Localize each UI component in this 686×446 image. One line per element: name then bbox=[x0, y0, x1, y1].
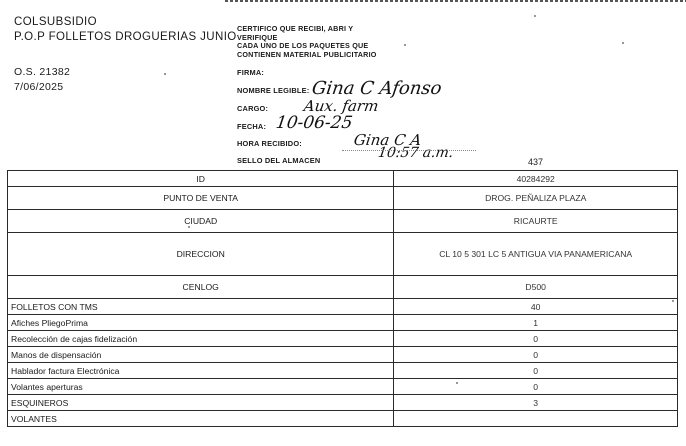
certificate-text bbox=[237, 25, 377, 59]
certificate-line: CONTIENEN MATERIAL PUBLICITARIO bbox=[237, 49, 377, 59]
document-subtitle: P.O.P FOLLETOS DROGUERIAS JUNIO bbox=[14, 31, 237, 43]
scan-speck bbox=[188, 226, 190, 228]
certificate-line: CADA UNO DE LOS PAQUETES QUE bbox=[237, 41, 369, 51]
order-number: O.S. 21382 bbox=[14, 66, 71, 78]
info-label: CIUDAD bbox=[8, 210, 394, 233]
delivery-table bbox=[7, 170, 678, 427]
item-name: Manos de dispensación bbox=[8, 347, 394, 363]
info-label: DIRECCION bbox=[8, 233, 394, 276]
item-qty: 3 bbox=[394, 395, 678, 411]
handwritten-time: 10:57 a.m. bbox=[376, 145, 455, 161]
item-name: FOLLETOS CON TMS bbox=[8, 299, 394, 315]
item-row bbox=[8, 379, 678, 395]
nombre-label: NOMBRE LEGIBLE: bbox=[237, 86, 310, 95]
info-row-id bbox=[8, 171, 678, 187]
scan-speck bbox=[622, 42, 624, 44]
info-value: CL 10 5 301 LC 5 ANTIGUA VIA PANAMERICANA bbox=[394, 233, 678, 276]
hora-label: HORA RECIBIDO: bbox=[237, 139, 302, 148]
info-value: D500 bbox=[394, 276, 678, 299]
info-label: ID bbox=[8, 171, 394, 187]
document-count: 437 bbox=[528, 157, 544, 167]
item-qty bbox=[394, 411, 678, 427]
info-value: RICAURTE bbox=[394, 210, 678, 233]
info-row-cenlog bbox=[8, 276, 678, 299]
item-name: ESQUINEROS bbox=[8, 395, 394, 411]
scan-speck bbox=[164, 73, 166, 75]
item-row bbox=[8, 299, 678, 315]
scan-speck bbox=[404, 44, 406, 46]
item-row bbox=[8, 347, 678, 363]
firma-label: FIRMA: bbox=[237, 68, 265, 77]
scan-speck bbox=[672, 300, 674, 302]
cargo-label: CARGO: bbox=[237, 104, 269, 113]
item-row bbox=[8, 331, 678, 347]
certificate-line: CERTIFICO QUE RECIBI, ABRI Y bbox=[237, 24, 354, 33]
company-name: COLSUBSIDIO bbox=[14, 16, 98, 28]
item-qty: 0 bbox=[394, 347, 678, 363]
info-value: DROG. PEÑALIZA PLAZA bbox=[394, 187, 678, 210]
handwritten-signature: Gina C A bbox=[352, 131, 423, 149]
fecha-label: FECHA: bbox=[237, 122, 267, 131]
item-name: Hablador factura Electrónica bbox=[8, 363, 394, 379]
sello-label: SELLO DEL ALMACEN bbox=[237, 156, 321, 165]
item-name: VOLANTES bbox=[8, 411, 394, 427]
item-row bbox=[8, 363, 678, 379]
info-value: 40284292 bbox=[394, 171, 678, 187]
handwritten-date: 10-06-25 bbox=[274, 113, 354, 133]
item-qty: 0 bbox=[394, 331, 678, 347]
item-qty: 1 bbox=[394, 315, 678, 331]
info-row-point-of-sale bbox=[8, 187, 678, 210]
item-qty: 0 bbox=[394, 379, 678, 395]
stamp-area bbox=[342, 150, 476, 161]
handwritten-name: Gina C Afonso bbox=[310, 78, 444, 99]
info-label: PUNTO DE VENTA bbox=[8, 187, 394, 210]
item-name: Volantes aperturas bbox=[8, 379, 394, 395]
item-row bbox=[8, 411, 678, 427]
item-row bbox=[8, 395, 678, 411]
item-row bbox=[8, 315, 678, 331]
item-name: Afiches PliegoPrima bbox=[8, 315, 394, 331]
certificate-line: VERIFIQUE bbox=[237, 32, 278, 42]
handwritten-cargo: Aux. farm bbox=[302, 97, 380, 115]
scan-speck bbox=[534, 15, 536, 17]
item-qty: 40 bbox=[394, 299, 678, 315]
info-row-address bbox=[8, 233, 678, 276]
document-date: 7/06/2025 bbox=[14, 81, 64, 93]
scan-speck bbox=[456, 382, 458, 384]
item-qty: 0 bbox=[394, 363, 678, 379]
info-label: CENLOG bbox=[8, 276, 394, 299]
info-row-city bbox=[8, 210, 678, 233]
scan-edge bbox=[225, 0, 686, 2]
item-name: Recolección de cajas fidelización bbox=[8, 331, 394, 347]
